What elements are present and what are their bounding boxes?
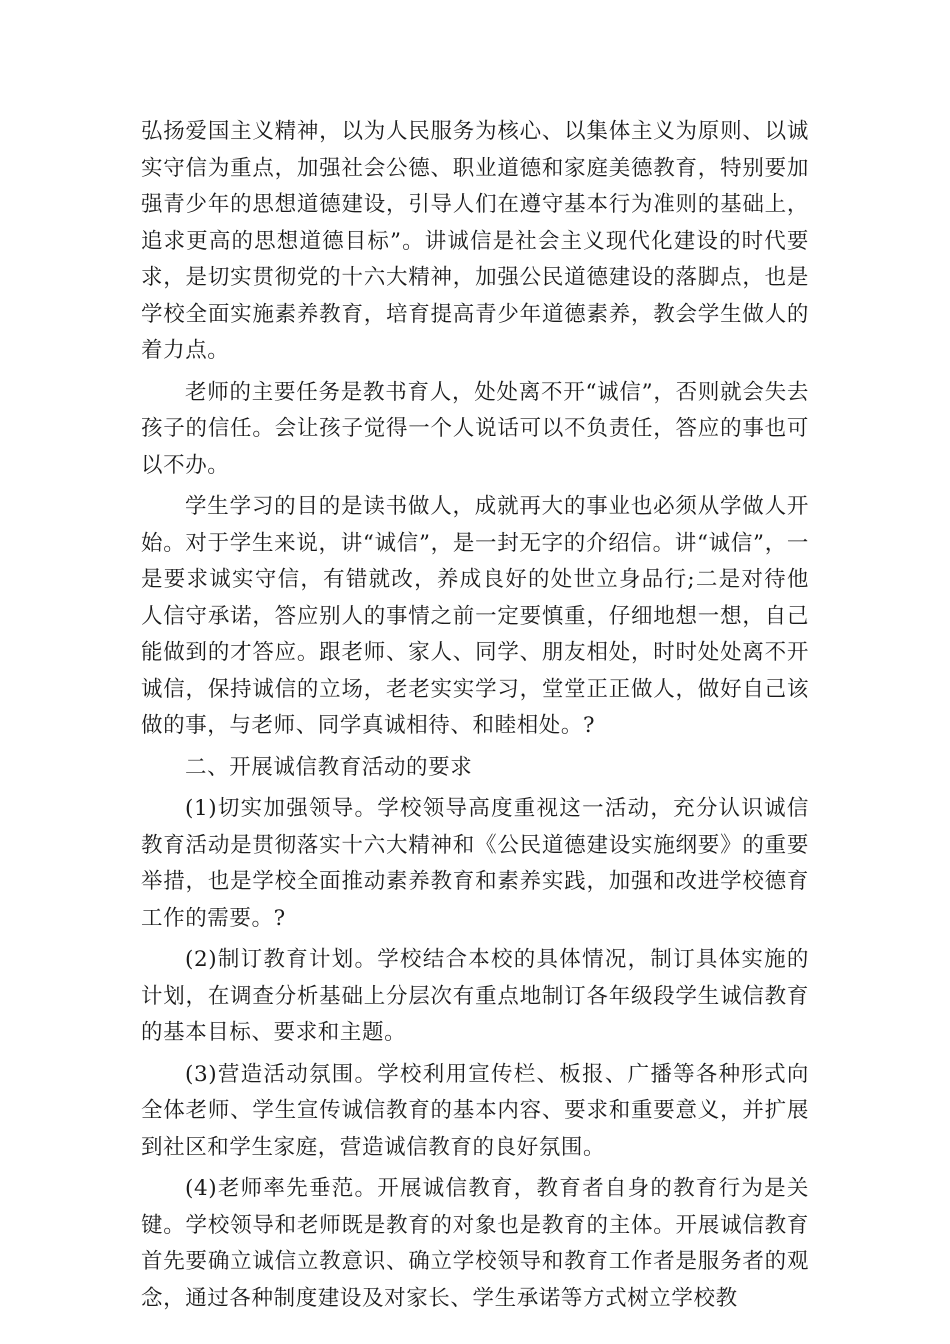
document-body xyxy=(141,114,809,1322)
paragraph-3: 学生学习的目的是读书做人，成就再大的事业也必须从学做人开始。对于学生来说，讲“诚信”，是一封无字的介绍信。讲“诚信”，一是要求诚实守信，有错就改，养成良好的处世立身品行;二是对待他人信守承诺，答应别人的事情之前一定要慎重，仔细地想一想，自己能做到的才答应。跟老师、家人、同学、朋友相处，时时处处离不开诚信，保持诚信的立场，老老实实学习，堂堂正正做人，做好自己该做的事，与老师、同学真诚相待、和睦相处。? xyxy=(141,494,809,738)
paragraph-2: 老师的主要任务是教书育人，处处离不开“诚信”，否则就会失去孩子的信任。会让孩子觉得一个人说话可以不负责任，答应的事也可以不办。 xyxy=(141,379,809,478)
section-heading: 二、开展诚信教育活动的要求 xyxy=(185,754,473,780)
paragraph-item-4: (4)老师率先垂范。开展诚信教育，教育者自身的教育行为是关键。学校领导和老师既是教育的对象也是教育的主体。开展诚信教育首先要确立诚信立教意识、确立学校领导和教育工作者是服务者的观念，通过各种制度建设及对家长、学生承诺等方式树立学校教 xyxy=(141,1176,809,1311)
paragraph-item-2: (2)制订教育计划。学校结合本校的具体情况，制订具体实施的计划，在调查分析基础上分层次有重点地制订各年级段学生诚信教育的基本目标、要求和主题。 xyxy=(141,947,809,1045)
paragraph-item-3: (3)营造活动氛围。学校利用宣传栏、板报、广播等各种形式向全体老师、学生宣传诚信教育的基本内容、要求和重要意义，并扩展到社区和学生家庭，营造诚信教育的良好氛围。 xyxy=(141,1061,809,1160)
paragraph-item-1: (1)切实加强领导。学校领导高度重视这一活动，充分认识诚信教育活动是贯彻落实十六大精神和《公民道德建设实施纲要》的重要举措，也是学校全面推动素养教育和素养实践，加强和改进学校德育工作的需要。? xyxy=(141,796,809,931)
paragraph-1: 弘扬爱国主义精神，以为人民服务为核心、以集体主义为原则、以诚实守信为重点，加强社会公德、职业道德和家庭美德教育，特别要加强青少年的思想道德建设，引导人们在遵守基本行为准则的基础上，追求更高的思想道德目标”。讲诚信是社会主义现代化建设的时代要求，是切实贯彻党的十六大精神，加强公民道德建设的落脚点，也是学校全面实施素养教育，培育提高青少年道德素养，教会学生做人的着力点。 xyxy=(141,119,809,363)
